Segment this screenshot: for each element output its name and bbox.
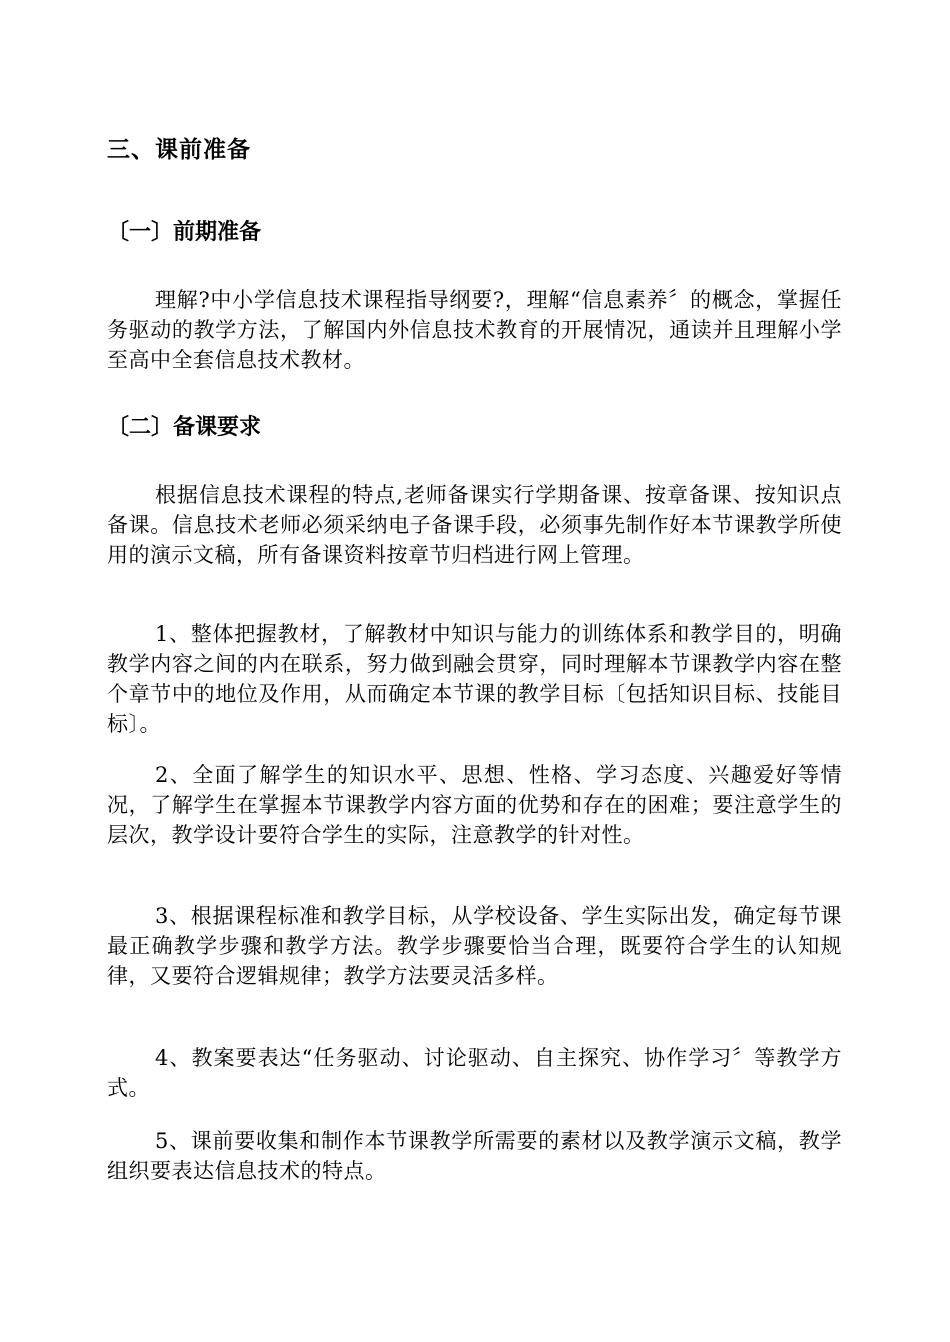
section-title: 三、课前准备 bbox=[107, 137, 251, 163]
paragraph-requirement-4: 4、教案要表达“任务驱动、讨论驱动、自主探究、协作学习〞等教学方式。 bbox=[107, 1046, 842, 1100]
paragraph-preparation: 理解?中小学信息技术课程指导纲要?，理解“信息素养〞的概念，掌握任务驱动的教学方法，了解国内外信息技术教育的开展情况，通读并且理解小学至高中全套信息技术教材。 bbox=[107, 288, 842, 372]
paragraph-requirement-3: 3、根据课程标准和教学目标，从学校设备、学生实际出发，确定每节课最正确教学步骤和教学方法。教学步骤要恰当合理，既要符合学生的认知规律，又要符合逻辑规律；教学方法要灵活多样。 bbox=[107, 904, 842, 988]
subsection-heading-preparation: 〔一〕前期准备 bbox=[107, 220, 262, 245]
subsection-heading-lesson-requirements: 〔二〕备课要求 bbox=[107, 415, 262, 440]
paragraph-requirements-intro: 根据信息技术课程的特点,老师备课实行学期备课、按章备课、按知识点备课。信息技术老师必须采纳电子备课手段，必须事先制作好本节课教学所使用的演示文稿，所有备课资料按章节归档进行网上管理。 bbox=[107, 483, 842, 567]
paragraph-requirement-5: 5、课前要收集和制作本节课教学所需要的素材以及教学演示文稿，教学组织要表达信息技术的特点。 bbox=[107, 1129, 842, 1183]
paragraph-requirement-2: 2、全面了解学生的知识水平、思想、性格、学习态度、兴趣爱好等情况，了解学生在掌握本节课教学内容方面的优势和存在的困难；要注意学生的层次，教学设计要符合学生的实际，注意教学的针对性。 bbox=[107, 763, 842, 847]
paragraph-requirement-1: 1、整体把握教材，了解教材中知识与能力的训练体系和教学目的，明确教学内容之间的内在联系，努力做到融会贯穿，同时理解本节课教学内容在整个章节中的地位及作用，从而确定本节课的教学目标〔包括知识目标、技能目标〕。 bbox=[107, 622, 842, 736]
